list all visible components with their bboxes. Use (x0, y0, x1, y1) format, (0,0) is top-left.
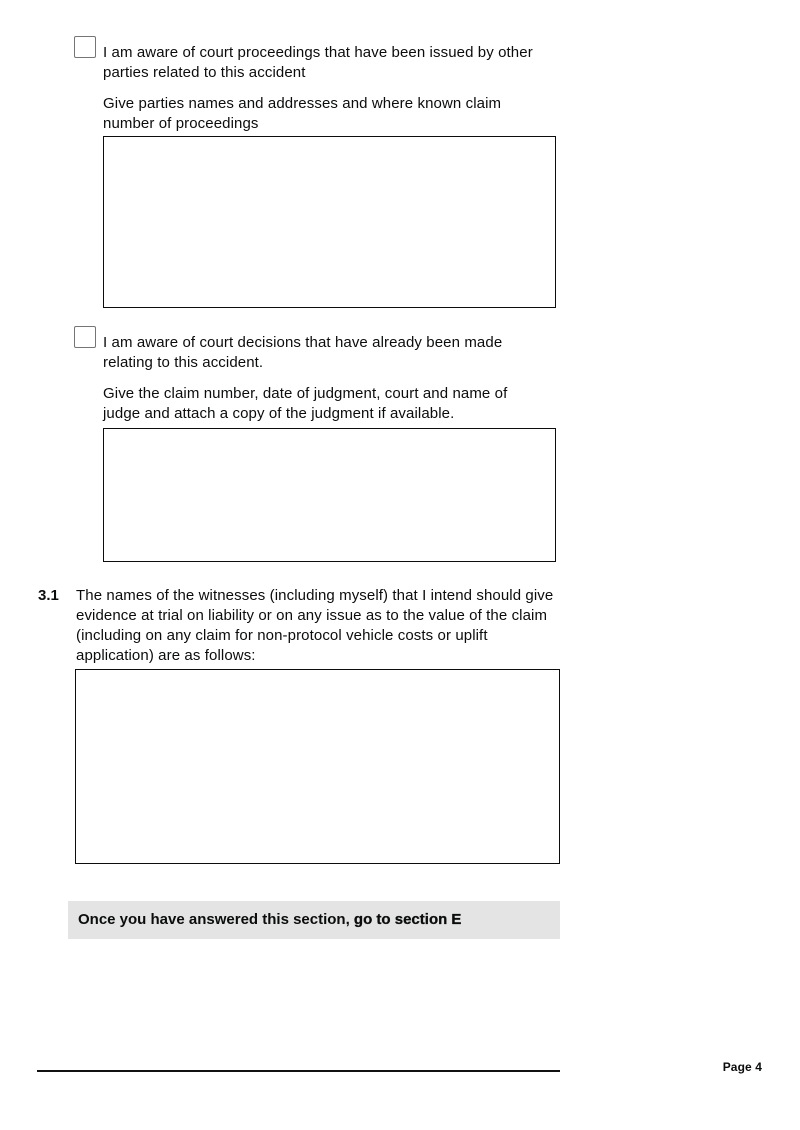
witnesses-section-number: 3.1 (38, 587, 59, 604)
court-decisions-label: I am aware of court decisions that have already been made relating to this accident. (103, 334, 503, 371)
banner-goto-text: go to section E (349, 911, 462, 928)
court-proceedings-textarea[interactable] (103, 136, 556, 308)
section-complete-banner (68, 901, 560, 939)
court-decisions-checkbox[interactable] (74, 326, 96, 348)
court-proceedings-hint: Give parties names and addresses and where known claim number of proceedings (103, 95, 502, 132)
court-decisions-textarea[interactable] (103, 428, 556, 562)
banner-text: Once you have answered this section, (78, 911, 350, 928)
court-proceedings-checkbox[interactable] (74, 36, 96, 58)
footer-rule (37, 1070, 560, 1072)
witnesses-label: The names of the witnesses (including myself) that I intend should give evidence at trial on liability or on any issue as to the value of the claim (including on any claim for non-protocol vehicle costs or uplift application) are as follows: (76, 587, 554, 664)
court-decisions-hint: Give the claim number, date of judgment, court and name of judge and attach a copy of the judgment if available. (103, 385, 508, 422)
page-number: Page 4 (722, 1060, 762, 1074)
witnesses-textarea[interactable] (75, 669, 560, 864)
court-proceedings-label: I am aware of court proceedings that have been issued by other parties related to this accident (103, 44, 533, 81)
